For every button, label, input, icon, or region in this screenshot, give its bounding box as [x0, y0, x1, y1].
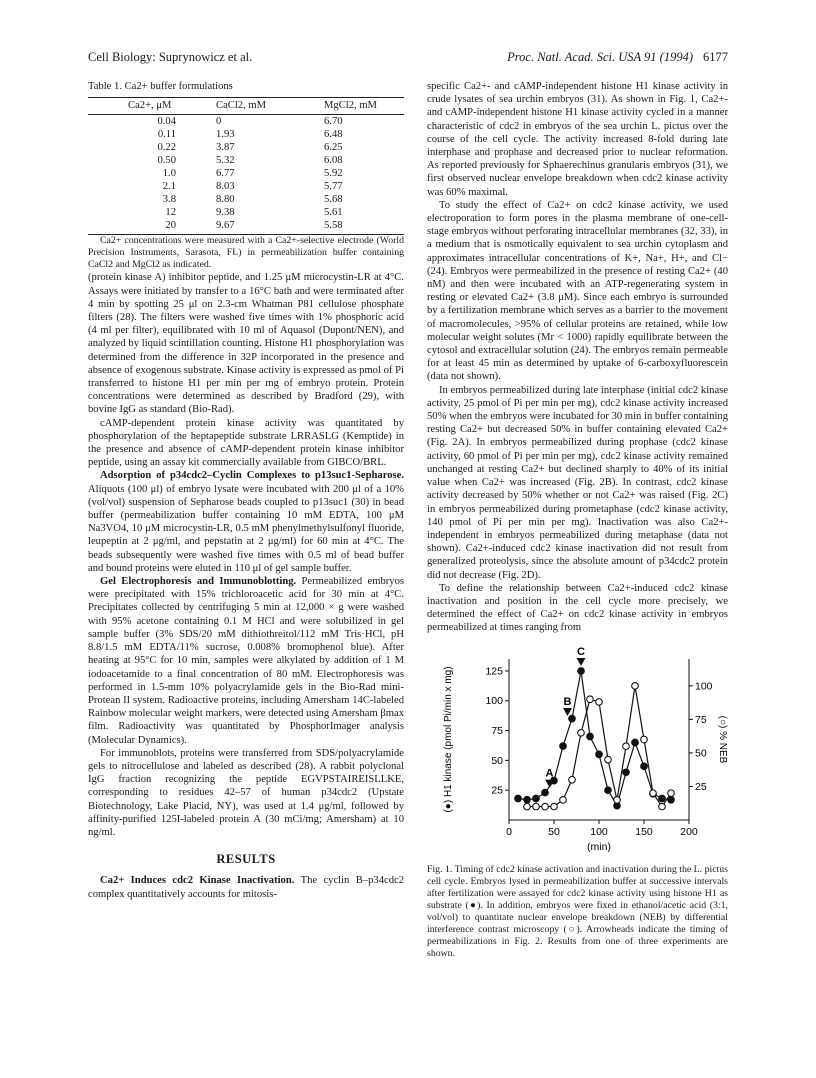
neb-point [623, 742, 630, 749]
table-cell: 20 [88, 219, 198, 235]
run-in-heading: Ca2+ Induces cdc2 Kinase Inactivation. [100, 875, 295, 887]
kinase-point [542, 789, 549, 796]
table-cell: 8.80 [216, 194, 235, 206]
table-cell: 6.48 [324, 129, 343, 141]
section-heading: RESULTS [216, 852, 276, 867]
right-column [427, 80, 728, 960]
table-row [88, 219, 404, 235]
neb-point [524, 803, 531, 810]
y-tick-label-right: 50 [695, 746, 707, 759]
y-axis-label-left: (●) H1 kinase (pmol Pi/min x mg) [443, 665, 454, 813]
y-tick-label-left: 75 [491, 724, 503, 737]
table-caption: Table 1. Ca2+ buffer formulations [88, 81, 233, 92]
x-axis-label: (min) [587, 840, 611, 853]
neb-point [569, 776, 576, 783]
page-number: 6177 [703, 50, 728, 64]
table-cell: 0.11 [157, 129, 176, 141]
arrowhead-marker [577, 657, 586, 665]
neb-point [668, 789, 675, 796]
table-row [88, 167, 404, 180]
buffer-table [88, 97, 404, 235]
kinase-point [659, 795, 666, 802]
paragraph: To define the relationship between Ca2+-induced cdc2 kinase inactivation and position in the cell cycle more precisely, we determined the effect of Ca2+ on cdc2 kinase activity in embryos permeabilized at times ranging from [427, 582, 728, 634]
paragraph: To study the effect of Ca2+ on cdc2 kinase activity, we used electroporation to form pores in the plasma membrane of one-cell-stage embryos without perforating intracellular membranes (32, 33), in a medium that is osmotically equivalent to sea urchin cytoplasm and approximates intracellular concentrations of K+, Na+, H+, and Cl− (24). Embryos were permeabilized in the presence of resting Ca2+ (40 nM) and then were incubated with an ATP-regenerating system in resting or elevated Ca2+ (3.8 μM). Since each embryo is surrounded by a fertilization membrane which serves as a barrier to the movement of macromolecules, >95% of cellular proteins are retained, while low molecular weight solutes (Mr < 1000) rapidly equilibrate between the cytosol and extracellular solution (24). The embryos remain permeable for at least 45 min as determined by uptake of 6-carboxyfluorescein (data not shown). [427, 199, 728, 383]
paragraph-text: Aliquots (100 μl) of embryo lysate were incubated with 200 μl of a 10% (vol/vol) suspension of Sepharose beads coupled to p13suc1 (30) in bead buffer (permeabilization buffer containing 10 mM EDTA, 100 μM Na3VO4, 10 μM microcystin-LR, 0.5 mM phenylmethylsulfonyl fluoride, leupeptin at 2 μg/ml, and pepstatin at 2 μg/ml) for 60 min at 4°C. The beads subsequently were washed five times with 0.5 ml of bead buffer and bound proteins were eluted in 110 μl of gel sample buffer. [88, 483, 404, 574]
paragraph: specific Ca2+- and cAMP-independent histone H1 kinase activity in crude lysates of sea urchin embryos (31). As shown in Fig. 1, Ca2+- and cAMP-independent histone H1 kinase activity cycled in a manner characteristic of cdc2 in embryos of the sea urchin L. pictus over the course of the cell cycle. The activity increased 8-fold during late interphase and prophase and decreased prior to nuclear reformation. As reported previously for Sphaerechinus granularis embryos (31), we first observed nuclear envelope breakdown when cdc2 kinase activity was 60% maximal. [427, 81, 728, 198]
table-cell: 12 [165, 207, 176, 219]
arrowhead-marker [563, 708, 572, 716]
y-tick-label-right: 25 [695, 780, 707, 793]
table-cell: 5.92 [324, 168, 343, 180]
neb-point [560, 796, 567, 803]
paragraph [88, 575, 404, 747]
x-tick-label: 50 [548, 825, 560, 838]
table-cell: 9.67 [198, 219, 306, 235]
neb-point [578, 729, 585, 736]
run-in-heading: Gel Electrophoresis and Immunoblotting. [100, 576, 297, 588]
paragraph-text: Permeabilized embryos were precipitated with 15% trichloroacetic acid for 30 min at 4°C. Precipitates collected by centrifuging 5 min at 12,000 × g were washed with 95% acetone containing 0.1 M HCl and were solubilized in gel sample buffer (3% SDS/20 mM dithiothreitol/112 mM Tris·HCl, pH 8.8/1.5 mM EDTA/11% sucrose, 0.008% bromophenol blue). After heating at 95°C for 10 min, samples were alkylated by addition of 1 M iodoacetamide to a final concentration of 80 mM. Electrophoresis was performed in 1.5-mm 10% polyacrylamide gels in the Bio-Rad mini-Protean II system. Radioactive proteins, including Amersham 14C-labeled Rainbow molecular weight markers, were detected using Amersham βmax film. Radioactivity was quantitated by PhosphorImager analysis (Molecular Dynamics). [88, 576, 404, 746]
kinase-point [641, 763, 648, 770]
table-cell: 0 [216, 116, 222, 128]
neb-point [551, 803, 558, 810]
neb-point [533, 803, 540, 810]
neb-point [542, 803, 549, 810]
paragraph: In embryos permeabilized during late interphase (initial cdc2 kinase activity, 25 pmol of Pi per min per mg), cdc2 kinase activity increased 50% when the embryos were incubated for 30 min in buffer containing resting Ca2+ but decreased 50% in buffer containing elevated Ca2+ (Fig. 2A). In embryos permeabilized during prophase (cdc2 kinase activity, 60 pmol of Pi per min per mg), cdc2 kinase activity remained unchanged at resting Ca2+ but declined sharply to 40% of its initial value when Ca2+ was increased (Fig. 2B). In contrast, cdc2 kinase activity decreased by 50% whether or not Ca2+ was raised (Fig. 2C) in embryos permeabilized during prometaphase (cdc2 kinase activity, 140 pmol of Pi per min per mg). Inactivation was also Ca2+-independent in embryos permeabilized during metaphase (data not shown). Ca2+-induced cdc2 kinase inactivation did not result from generalized proteolysis, since the absolute amount of p34cdc2 protein did not decrease (Fig. 2D). [427, 384, 728, 581]
table-row [88, 115, 404, 129]
neb-point [614, 796, 621, 803]
kinase-point [578, 667, 585, 674]
run-in-heading: Adsorption of p34cdc2–Cyclin Complexes to p13suc1-Sepharose. [100, 470, 404, 482]
x-tick-label: 0 [506, 825, 512, 838]
y-tick-label-left: 100 [485, 694, 503, 707]
neb-point [650, 789, 657, 796]
kinase-point [569, 715, 576, 722]
table-cell: 6.08 [324, 155, 343, 167]
table-cell: 1.93 [216, 129, 235, 141]
neb-point [587, 695, 594, 702]
page-header [88, 50, 728, 68]
table-row [88, 193, 404, 206]
table-cell: 6.77 [216, 168, 235, 180]
table-cell: 0.50 [157, 155, 176, 167]
table-cell: 3.87 [216, 142, 235, 154]
neb-point [596, 698, 603, 705]
table-cell: 6.25 [324, 142, 343, 154]
y-tick-label-right: 75 [695, 713, 707, 726]
table-column-header: Ca2+, μM [88, 98, 198, 115]
x-tick-label: 100 [590, 825, 608, 838]
x-tick-label: 200 [680, 825, 698, 838]
table-cell: 0.04 [157, 116, 176, 128]
kinase-point [623, 769, 630, 776]
kinase-point [632, 739, 639, 746]
kinase-point [587, 733, 594, 740]
table-cell: 1.0 [162, 168, 176, 180]
arrowhead-label: C [577, 645, 585, 658]
running-head: Cell Biology: Suprynowicz et al. [88, 50, 253, 64]
kinase-point [560, 742, 567, 749]
figure-1-chart [427, 645, 728, 860]
y-tick-label-left: 125 [485, 664, 503, 677]
kinase-point [533, 795, 540, 802]
table-cell: 6.70 [324, 116, 343, 128]
table-column-header: CaCl2, mM [198, 98, 306, 115]
arrowhead-label: B [563, 695, 572, 708]
table-cell: 0.22 [157, 142, 176, 154]
x-tick-label: 150 [635, 825, 653, 838]
figure-1 [427, 645, 728, 860]
kinase-point [524, 796, 531, 803]
paragraph [88, 469, 404, 575]
y-tick-label-right: 100 [695, 679, 713, 692]
left-column [88, 80, 404, 901]
paragraph [88, 874, 404, 900]
table-cell: 5.68 [324, 194, 343, 206]
kinase-point [596, 751, 603, 758]
paragraph: For immunoblots, proteins were transferred from SDS/polyacrylamide gels to nitrocellulose and labeled as described (28). A rabbit polyclonal IgG fraction recognizing the peptide EGVPSTAIREISLLKE, corresponding to residues 42–57 of human p34cdc2 (Upstate Biotechnology, Lake Placid, NY), was used at 1.4 μg/ml, followed by affinity-purified 125I-labeled protein A (30 mCi/mg; Amersham) at 10 ng/ml. [88, 747, 404, 838]
table-cell: 2.1 [162, 181, 176, 193]
paragraph: (protein kinase A) inhibitor peptide, and 1.25 μM microcystin-LR at 4°C. Assays were initiated by transfer to a 16°C bath and were terminated after 4 min by spotting 25 μl on 2.3-cm Whatman P81 cellulose phosphate filters (28). The filters were washed five times with 1% phosphoric acid (4 ml per filter), equilibrated with 10 ml of Aquasol (Dupont/NEN), and analyzed by liquid scintillation counting. Histone H1 phosphorylation was determined from the difference in 32P incorporated in the presence and absence of exogenous substrate. Kinase activity is expressed as pmol of Pi transferred to histone H1 per min per mg of embryo protein. Protein concentrations were determined as described by Bradford (29), with bovine IgG as standard (Bio-Rad). [88, 272, 404, 416]
table-cell: 5.58 [306, 219, 404, 235]
arrowhead-label: A [545, 767, 554, 780]
y-tick-label-left: 50 [491, 754, 503, 767]
table-cell: 3.8 [162, 194, 176, 206]
neb-point [641, 736, 648, 743]
paragraph-text: The cyclin B–p34cdc2 complex quantitatively accounts for mitosis- [88, 875, 405, 900]
table-cell: 9.38 [216, 207, 235, 219]
journal-citation [507, 50, 728, 65]
y-axis-label-right: (○) % NEB [717, 715, 728, 763]
y-tick-label-left: 25 [491, 784, 503, 797]
table-footnote: Ca2+ concentrations were measured with a Ca2+-selective electrode (World Precision Instruments, Sarasota, FL) in permeabilization buffer containing CaCl2 and MgCl2 as indicated. [88, 235, 404, 271]
table-row [88, 128, 404, 141]
kinase-series-line [518, 670, 671, 805]
table-cell: 5.32 [216, 155, 235, 167]
neb-point [659, 803, 666, 810]
table-header-row [88, 98, 404, 115]
kinase-point [515, 795, 522, 802]
figure-caption: Fig. 1. Timing of cdc2 kinase activation and inactivation during the L. pictus cell cycle. Embryos lysed in permeabilization buffer at successive intervals after fertilization were assayed for cdc2 kinase activity using histone H1 as substrate (●). In addition, embryos were fixed in ethanol/acetic acid (3:1, vol/vol) to quantitate nuclear envelope breakdown (NEB) by differential interference contrast microscopy (○). Arrowheads indicate the timing of permeabilizations in Fig. 2. Results from one of three experiments are shown. [427, 863, 728, 959]
kinase-point [605, 786, 612, 793]
table-row [88, 141, 404, 154]
table-row [88, 154, 404, 167]
paragraph: cAMP-dependent protein kinase activity was quantitated by phosphorylation of the heptapeptide substrate LRRASLG (Kemptide) in the presence and absence of cAMP-dependent protein kinase inhibitor peptide, using an assay kit commercially available from GIBCO/BRL. [88, 417, 404, 469]
table-row [88, 206, 404, 219]
neb-point [632, 682, 639, 689]
neb-point [605, 756, 612, 763]
table-cell: 8.03 [216, 181, 235, 193]
table-column-header: MgCl2, mM [306, 98, 404, 115]
table-cell: 5.61 [324, 207, 343, 219]
table-row [88, 180, 404, 193]
journal-name: Proc. Natl. Acad. Sci. USA 91 (1994) [507, 50, 693, 64]
table-cell: 5.77 [324, 181, 343, 193]
